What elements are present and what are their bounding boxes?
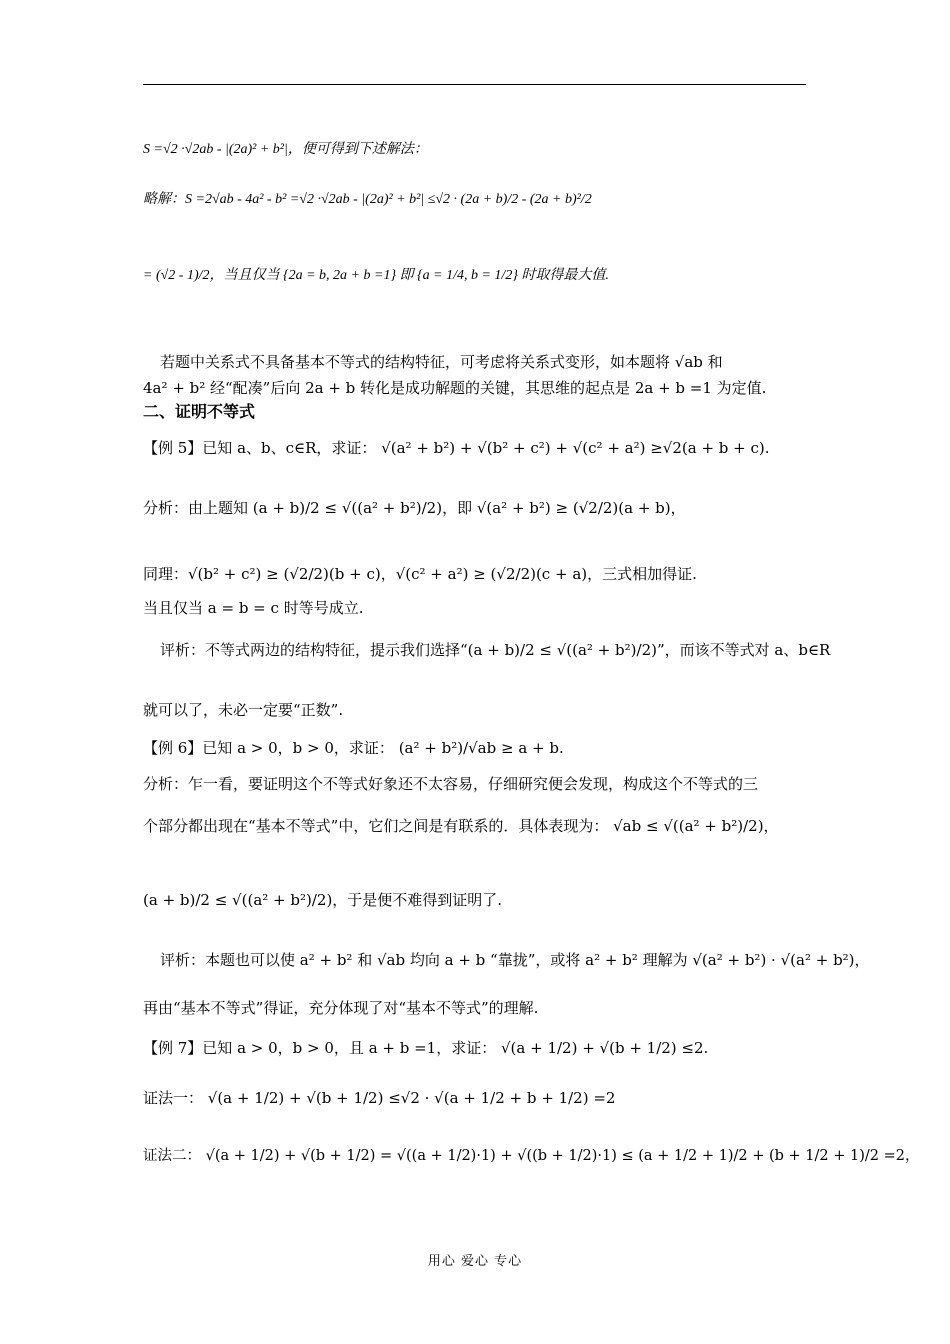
example-5-equality: 当且仅当 a = b = c 时等号成立. (143, 599, 364, 617)
example-7-proof-2: 证法二： √(a + 1/2) + √(b + 1/2) = √((a + 1/2)·1) + √((b + 1/2)·1) ≤ (a + 1/2 + 1)/2 + (b + 1/2 + 1)/2 =2， (143, 1148, 920, 1164)
paragraph-remark-1b: 4a² + b² 经“配凑”后向 2a + b 转化是成功解题的关键，其思维的起点是 2a + b =1 为定值. (143, 379, 767, 397)
example-5-comment-end: 就可以了，未必一定要“正数”. (143, 701, 344, 719)
example-5-comment: 评析：不等式两边的结构特征，提示我们选择“(a + b)/2 ≤ √((a² + b²)/2)”，而该不等式对 a、b∈R (160, 641, 831, 659)
section-heading: 二、证明不等式 (143, 402, 256, 421)
example-6-comment: 评析：本题也可以使 a² + b² 和 √ab 均向 a + b “靠拢”，或将 a² + b² 理解为 √(a² + b²) · √(a² + b²)， (160, 951, 870, 969)
example-5-statement: 【例 5】已知 a、b、c∈R，求证： √(a² + b²) + √(b² + c²) + √(c² + a²) ≥√2(a + b + c). (143, 439, 770, 457)
example-6-statement: 【例 6】已知 a > 0，b > 0，求证： (a² + b²)/√ab ≥ a + b. (143, 739, 564, 757)
line-brief-solution: 略解：S =2√ab - 4a² - b² =√2 ·√2ab - |(2a)² + b²| ≤√2 · (2a + b)/2 - (2a + b)²/2 (143, 192, 592, 207)
line-s-expression: S =√2 ·√2ab - |(2a)² + b²|，便可得到下述解法： (143, 142, 428, 157)
example-6-analysis-c: (a + b)/2 ≤ √((a² + b²)/2)，于是便不难得到证明了. (143, 891, 503, 909)
example-7-proof-1: 证法一： √(a + 1/2) + √(b + 1/2) ≤√2 · √(a + 1/2 + b + 1/2) =2 (143, 1089, 616, 1107)
line-max-condition: = (√2 - 1)/2，当且仅当 {2a = b, 2a + b =1} 即 {a = 1/4, b = 1/2} 时取得最大值. (143, 268, 609, 283)
example-5-similarly: 同理：√(b² + c²) ≥ (√2/2)(b + c)，√(c² + a²) ≥ (√2/2)(c + a)，三式相加得证. (143, 565, 697, 583)
example-6-comment-end: 再由“基本不等式”得证，充分体现了对“基本不等式”的理解. (143, 999, 539, 1017)
example-5-analysis: 分析：由上题知 (a + b)/2 ≤ √((a² + b²)/2)，即 √(a² + b²) ≥ (√2/2)(a + b)， (143, 499, 686, 517)
page-footer: 用心 爱心 专心 (427, 1254, 523, 1269)
paragraph-remark-1a: 若题中关系式不具备基本不等式的结构特征，可考虑将关系式变形，如本题将 √ab 和 (160, 353, 723, 371)
header-rule (143, 84, 806, 85)
example-6-analysis-a: 分析：乍一看，要证明这个不等式好象还不太容易，仔细研究便会发现，构成这个不等式的三 (143, 775, 759, 793)
example-6-analysis-b: 个部分都出现在“基本不等式”中，它们之间是有联系的．具体表现为： √ab ≤ √((a² + b²)/2)， (143, 817, 779, 835)
example-7-statement: 【例 7】已知 a > 0，b > 0，且 a + b =1，求证： √(a + 1/2) + √(b + 1/2) ≤2. (143, 1039, 709, 1057)
